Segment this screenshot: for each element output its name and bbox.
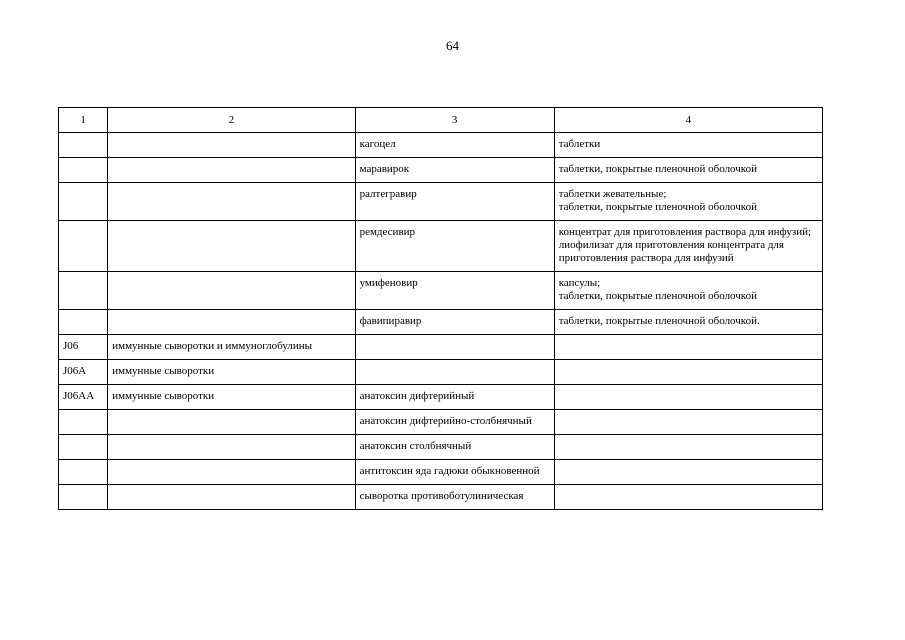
table-row [59,272,823,310]
header-cell-2: 2 [108,108,355,133]
table-row [59,183,823,221]
group-cell [108,221,355,272]
drug-cell: ралтегравир [355,183,554,221]
forms-cell [554,158,822,183]
form-line: концентрат для приготовления раствора для инфузий; [558,226,812,238]
forms-cell [554,435,822,460]
forms-cell [554,410,822,435]
group-cell [108,183,355,221]
page-number: 64 [446,38,459,53]
group-cell [108,272,355,310]
code-cell [59,133,108,158]
drug-cell: анатоксин дифтерийно-столбнячный [355,410,554,435]
table-row [59,460,823,485]
form-line: таблетки [558,138,601,150]
table-row [59,158,823,183]
drug-cell: антитоксин яда гадюки обыкновенной [355,460,554,485]
table-row [59,133,823,158]
form-line: таблетки, покрытые пленочной оболочкой [558,201,757,213]
table-row [59,385,823,410]
group-cell [108,410,355,435]
forms-cell [554,221,822,272]
table-row [59,410,823,435]
drug-table [58,107,823,510]
code-cell: J06 [59,335,108,360]
header-cell-4: 4 [554,108,822,133]
group-cell [108,310,355,335]
table-row [59,221,823,272]
drug-cell [355,360,554,385]
drug-cell: фавипиравир [355,310,554,335]
form-line: таблетки жевательные; [558,188,667,200]
drug-cell [355,335,554,360]
table-row [59,485,823,510]
drug-cell: кагоцел [355,133,554,158]
drug-cell: анатоксин дифтерийный [355,385,554,410]
forms-cell [554,360,822,385]
code-cell [59,435,108,460]
code-cell [59,221,108,272]
group-cell [108,460,355,485]
table-row [59,335,823,360]
drug-cell: анатоксин столбнячный [355,435,554,460]
forms-cell [554,310,822,335]
forms-cell [554,485,822,510]
code-cell [59,460,108,485]
forms-cell [554,460,822,485]
group-cell [108,435,355,460]
group-cell: иммунные сыворотки [108,360,355,385]
forms-cell [554,272,822,310]
code-cell [59,272,108,310]
code-cell [59,410,108,435]
forms-cell [554,335,822,360]
code-cell: J06A [59,360,108,385]
forms-cell [554,133,822,158]
header-cell-3: 3 [355,108,554,133]
forms-cell [554,385,822,410]
code-cell [59,310,108,335]
form-line: таблетки, покрытые пленочной оболочкой [558,163,757,175]
table-row [59,435,823,460]
forms-cell [554,183,822,221]
form-line: лиофилизат для приготовления концентрата для приготовления раствора для инфузий [558,239,784,264]
group-cell [108,133,355,158]
form-line: таблетки, покрытые пленочной оболочкой. [558,315,760,327]
code-cell [59,485,108,510]
code-cell [59,183,108,221]
group-cell [108,158,355,183]
group-cell: иммунные сыворотки [108,385,355,410]
table-row [59,360,823,385]
drug-cell: маравирок [355,158,554,183]
header-cell-1: 1 [59,108,108,133]
drug-cell: умифеновир [355,272,554,310]
form-line: капсулы; [558,277,601,289]
header-row [59,108,823,133]
code-cell [59,158,108,183]
form-line: таблетки, покрытые пленочной оболочкой [558,290,757,302]
group-cell: иммунные сыворотки и иммуноглобулины [108,335,355,360]
table-row [59,310,823,335]
code-cell: J06AA [59,385,108,410]
drug-cell: ремдесивир [355,221,554,272]
group-cell [108,485,355,510]
drug-cell: сыворотка противоботулиническая [355,485,554,510]
